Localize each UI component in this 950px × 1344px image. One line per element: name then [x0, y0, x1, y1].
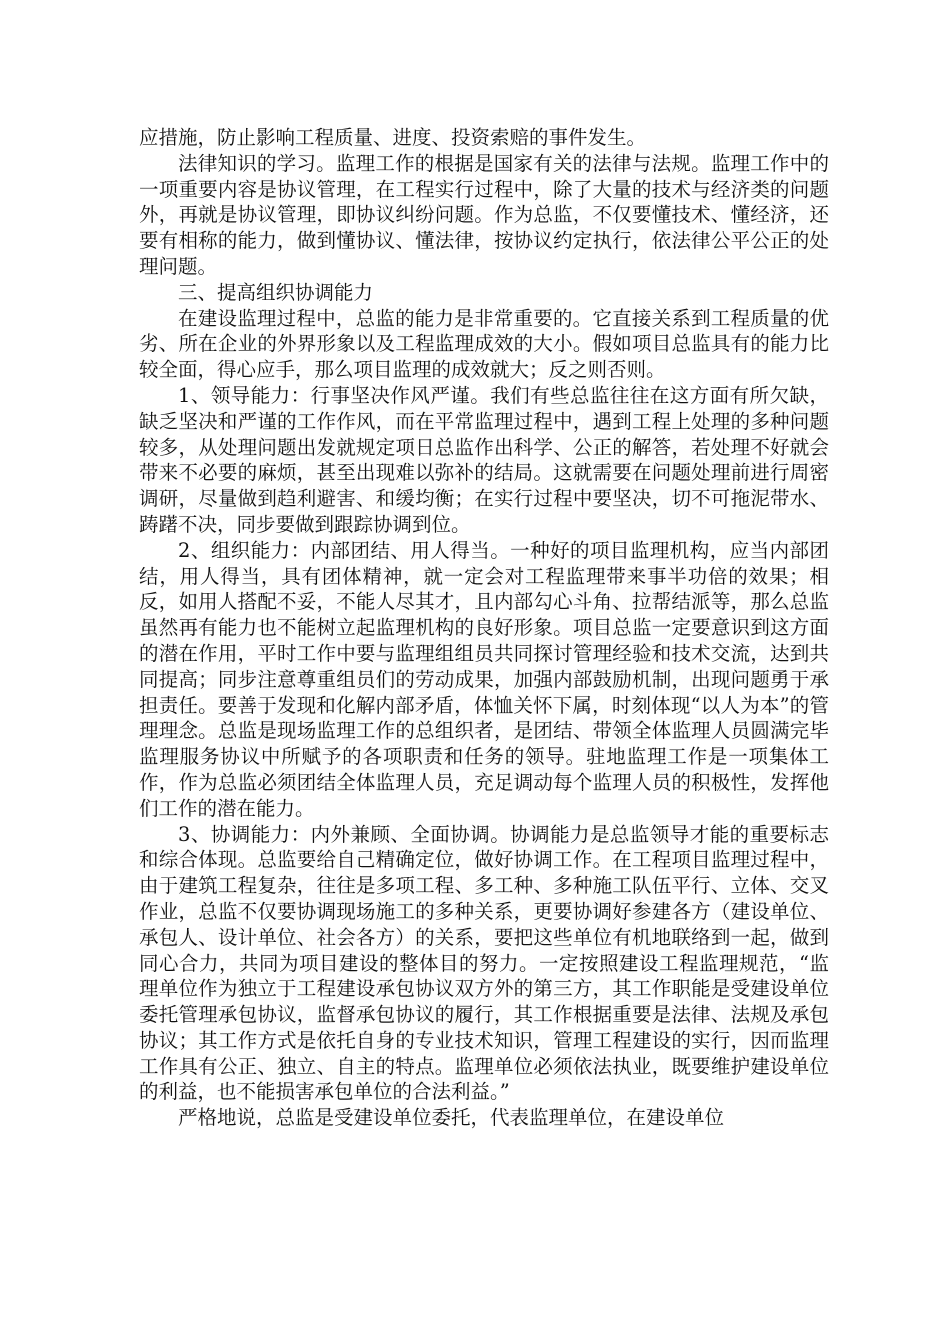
- paragraph-intro-ability: 在建设监理过程中，总监的能力是非常重要的。它直接关系到工程质量的优劣、所在企业的外界形象以及工程监理成效的大小。假如项目总监具有的能力比较全面，得心应手，那么项目监理的成效就大；反之则否则。: [139, 306, 829, 382]
- paragraph-coordination: 3、协调能力：内外兼顾、全面协调。协调能力是总监领导才能的重要标志和综合体现。总监要给自己精确定位，做好协调工作。在工程项目监理过程中，由于建筑工程复杂，往往是多项工程、多工种、多种施工队伍平行、立体、交叉作业，总监不仅要协调现场施工的多种关系，更要协调好参建各方（建设单位、承包人、设计单位、社会各方）的关系，要把这些单位有机地联络到一起，做到同心合力，共同为项目建设的整体目的努力。一定按照建设工程监理规范，“监理单位作为独立于工程建设承包协议双方外的第三方，其工作职能是受建设单位委托管理承包协议，监督承包协议的履行，其工作根据重要是法律、法规及承包协议；其工作方式是依托自身的专业技术知识，管理工程建设的实行，因而监理工作具有公正、独立、自主的特点。监理单位必须依法执业，既要维护建设单位的利益，也不能损害承包单位的合法利益。”: [139, 822, 829, 1104]
- paragraph-organization: 2、组织能力：内部团结、用人得当。一种好的项目监理机构，应当内部团结，用人得当，具有团体精神，就一定会对工程监理带来事半功倍的效果；相反，如用人搭配不妥，不能人尽其才，且内部勾心斗角、拉帮结派等，那么总监虽然再有能力也不能树立起监理机构的良好形象。项目总监一定要意识到这方面的潜在作用，平时工作中要与监理组组员共同探讨管理经验和技术交流，达到共同提高；同步注意尊重组员们的劳动成果，加强内部鼓励机制，出现问题勇于承担责任。要善于发现和化解内部矛盾，体恤关怀下属，时刻体现“以人为本”的管理理念。总监是现场监理工作的总组织者，是团结、带领全体监理人员圆满完毕监理服务协议中所赋予的各项职责和任务的领导。驻地监理工作是一项集体工作，作为总监必须团结全体监理人员，充足调动每个监理人员的积极性，发挥他们工作的潜在能力。: [139, 538, 829, 820]
- paragraph-leadership: 1、领导能力：行事坚决作风严谨。我们有些总监往往在这方面有所欠缺，缺乏坚决和严谨的工作作风，而在平常监理过程中，遇到工程上处理的多种问题较多，从处理问题出发就规定项日总监作出科学、公正的解答，若处理不好就会带来不必要的麻烦，甚至出现难以弥补的结局。这就需要在问题处理前进行周密调研，尽量做到趋利避害、和缓均衡；在实行过程中要坚决，切不可拖泥带水、踌躇不决，同步要做到跟踪协调到位。: [139, 383, 829, 536]
- paragraph-strictly-speaking: 严格地说，总监是受建设单位委托，代表监理单位，在建设单位: [178, 1106, 725, 1130]
- document-body: [139, 125, 829, 1131]
- paragraph-legal-knowledge: 法律知识的学习。监理工作的根据是国家有关的法律与法规。监理工作中的一项重要内容是协议管理，在工程实行过程中，除了大量的技术与经济类的问题外，再就是协议管理，即协议纠纷问题。作为总监，不仅要懂技术、懂经济，还要有相称的能力，做到懂协议、懂法律，按协议约定执行，依法律公平公正的处理问题。: [139, 151, 829, 278]
- section-heading-coordination: 三、提高组织协调能力: [178, 280, 374, 304]
- paragraph-continuation: 应措施，防止影响工程质量、进度、投资索赔的事件发生。: [139, 126, 647, 149]
